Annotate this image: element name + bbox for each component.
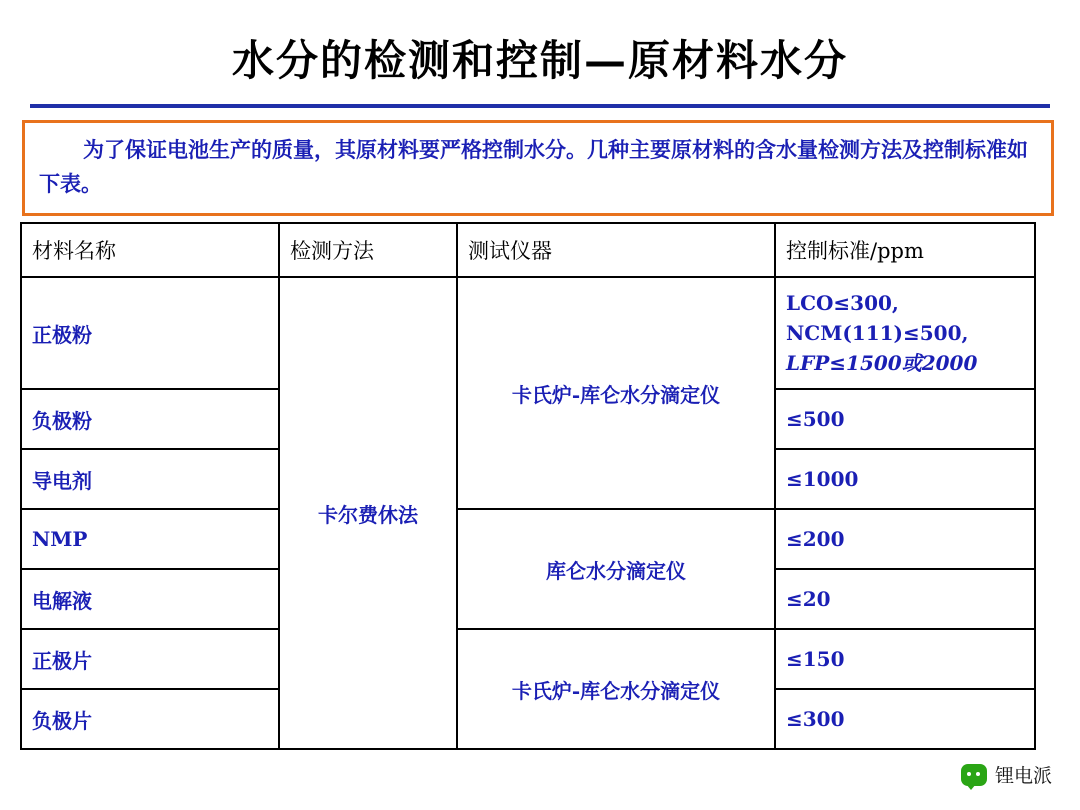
column-header-device: 测试仪器 <box>457 223 775 277</box>
footer-logo <box>961 761 1052 788</box>
cell-material-nmp: NMP <box>21 509 279 569</box>
cell-device-furnace-coulometric-1: 卡氏炉-库仑水分滴定仪 <box>457 277 775 509</box>
column-header-method: 检测方法 <box>279 223 457 277</box>
table-row <box>21 629 1035 689</box>
column-header-material: 材料名称 <box>21 223 279 277</box>
table-header-row <box>21 223 1035 277</box>
footer-logo-label: 锂电派 <box>994 765 1052 787</box>
cell-material-conductive-agent: 导电剂 <box>21 449 279 509</box>
cell-material-cathode-sheet: 正极片 <box>21 629 279 689</box>
cell-material-negative-powder: 负极粉 <box>21 389 279 449</box>
table-row <box>21 277 1035 389</box>
column-header-standard: 控制标准/ppm <box>775 223 1035 277</box>
standard-line-ncm: NCM(111)≤500, <box>786 321 969 345</box>
cell-standard-conductive-agent: ≤1000 <box>775 449 1035 509</box>
title-divider <box>30 104 1050 108</box>
cell-method-karl-fischer: 卡尔费休法 <box>279 277 457 749</box>
cell-standard-cathode-sheet: ≤150 <box>775 629 1035 689</box>
standard-line-lco: LCO≤300, <box>786 291 899 315</box>
intro-paragraph: 为了保证电池生产的质量，其原材料要严格控制水分。几种主要原材料的含水量检测方法及控制标准如下表。 <box>39 137 1028 196</box>
cell-material-anode-sheet: 负极片 <box>21 689 279 749</box>
cell-material-electrolyte: 电解液 <box>21 569 279 629</box>
cell-device-furnace-coulometric-2: 卡氏炉-库仑水分滴定仪 <box>457 629 775 749</box>
cell-standard-negative-powder: ≤500 <box>775 389 1035 449</box>
cell-standard-nmp: ≤200 <box>775 509 1035 569</box>
table-row <box>21 509 1035 569</box>
intro-callout-box <box>22 120 1054 216</box>
cell-material-positive-powder: 正极粉 <box>21 277 279 389</box>
cell-standard-electrolyte: ≤20 <box>775 569 1035 629</box>
page-title: 水分的检测和控制—原材料水分 <box>231 36 848 85</box>
wechat-icon <box>961 764 987 786</box>
cell-standard-positive-powder <box>775 277 1035 389</box>
cell-device-coulometric: 库仑水分滴定仪 <box>457 509 775 629</box>
standard-line-lfp: LFP≤1500或2000 <box>786 351 978 375</box>
moisture-control-table <box>20 222 1036 750</box>
cell-standard-anode-sheet: ≤300 <box>775 689 1035 749</box>
